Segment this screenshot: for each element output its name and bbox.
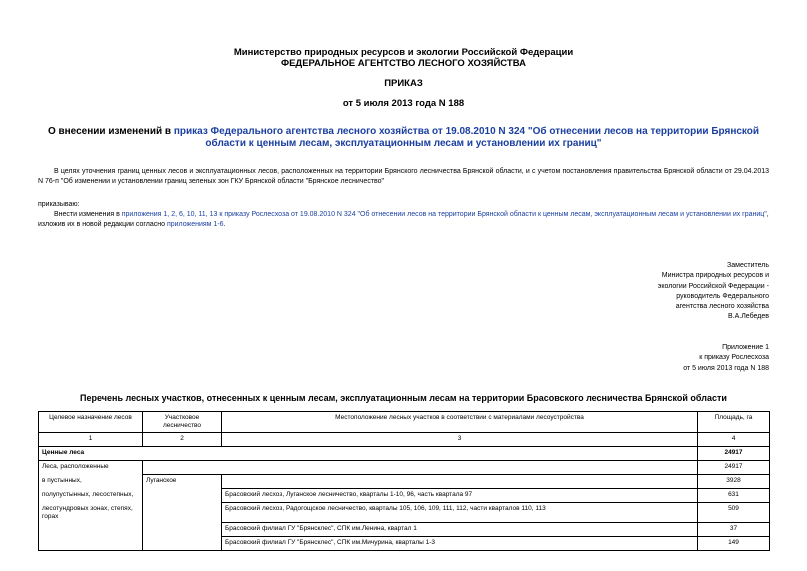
table-row	[39, 523, 770, 537]
column-number: 4	[698, 433, 770, 447]
purpose-cell: Леса, расположенные	[39, 461, 143, 475]
column-number: 2	[143, 433, 222, 447]
location-cell: Брасовский лесхоз, Луганское лесничество, кварталы 1-10, 96, часть квартала 97	[222, 489, 698, 503]
column-number-row	[39, 433, 770, 447]
table-row	[39, 475, 770, 489]
table-header-row	[39, 412, 770, 433]
agency-name: ФЕДЕРАЛЬНОЕ АГЕНТСТВО ЛЕСНОГО ХОЗЯЙСТВА	[280, 58, 526, 69]
signature-line: экологии Российской Федерации -	[657, 282, 769, 290]
empty-cell	[222, 475, 698, 489]
district-cell-cont	[143, 489, 222, 503]
area-cell: 37	[698, 523, 770, 537]
table-header-cell: Местоположение лесных участков в соответствии с материалами лесоустройства	[222, 412, 698, 433]
title-prefix: О внесении изменений в	[47, 126, 174, 137]
purpose-line: горах	[42, 512, 59, 520]
appendix-note	[589, 343, 769, 374]
table-row	[39, 537, 770, 551]
appendix-line: Приложение 1	[722, 344, 769, 351]
appendix-title: Перечень лесных участков, отнесенных к ценным лесам, эксплуатационным лесам на территории Брасовского лесничества Брянской области	[80, 393, 727, 403]
purpose-cell	[39, 503, 143, 523]
purpose-line: лесотундровых зонах, степях,	[42, 504, 133, 512]
column-number: 3	[222, 433, 698, 447]
appendices-link[interactable]: приложения 1, 2, 6, 10, 11, 13 к приказу Рослесхоза от 19.08.2010 N 324 "Об отнесении лесов на территории Брянской области к ценным лесам, эксплуатационным лесам и установлении их границ"	[121, 211, 767, 218]
doc-date: от 5 июля 2013 года N 188	[342, 98, 465, 109]
purpose-cell: полупустынных, лесостепных,	[39, 489, 143, 503]
signature-line: агентства лесного хозяйства	[675, 303, 769, 311]
section-label: Ценные леса	[39, 447, 698, 461]
district-cell-cont	[143, 537, 222, 551]
appendix-line: к приказу Рослесхоза	[699, 354, 769, 362]
appendices-1-6-link[interactable]: приложениям 1-6	[166, 221, 224, 228]
title-link[interactable]: приказ Федерального агентства лесного хозяйства от 19.08.2010 N 324 "Об отнесении лесов на территории Брянской области к ценным лесам, эксплуатационным лесам и установлении их границ"	[173, 126, 760, 149]
table-row	[39, 503, 770, 523]
order-item-text-2: , изложив их в новой редакции согласно	[38, 211, 769, 228]
purpose-cell: в пустынных,	[39, 475, 143, 489]
signature-block	[589, 261, 769, 323]
signature-line: Заместитель	[727, 262, 769, 269]
signature-line: Министра природных ресурсов и	[661, 272, 769, 280]
order-word: приказываю:	[38, 201, 80, 208]
purpose-cell-cont	[39, 523, 143, 537]
table-row	[39, 461, 770, 475]
order-item-text-1: Внести изменения в	[54, 211, 122, 218]
table-header-cell: Площадь, га	[698, 412, 770, 433]
preamble: В целях уточнения границ ценных лесов и эксплуатационных лесов, расположенных на территории Брянского лесничества Брянской области, и с учетом постановления правительства Брянской области от 29.04.2013 N 76-п "Об изменении и установлении границ зеленых зон ГКУ Брянской области "Брянское лесничество"	[38, 168, 769, 185]
order-item	[38, 210, 769, 230]
section-area: 24917	[698, 447, 770, 461]
district-cell: Луганское	[143, 475, 222, 489]
order-item-text-3: .	[223, 221, 226, 228]
district-cell-cont	[143, 523, 222, 537]
column-number: 1	[39, 433, 143, 447]
appendix-line: от 5 июля 2013 года N 188	[683, 364, 769, 372]
document-title	[40, 126, 767, 150]
ministry-name: Министерство природных ресурсов и экологии Российской Федерации	[233, 47, 574, 58]
district-cell-cont	[143, 503, 222, 523]
signature-line: руководитель Федерального	[676, 292, 769, 300]
area-cell: 509	[698, 503, 770, 523]
empty-cell	[143, 461, 698, 475]
forest-plots-table	[38, 411, 770, 551]
purpose-area: 24917	[698, 461, 770, 475]
district-area: 3928	[698, 475, 770, 489]
area-cell: 149	[698, 537, 770, 551]
doc-type: ПРИКАЗ	[384, 78, 423, 89]
purpose-cell-cont	[39, 537, 143, 551]
location-cell: Брасовский филиал ГУ "Брянсклес", СПК им.Ленина, квартал 1	[222, 523, 698, 537]
table-row	[39, 489, 770, 503]
area-cell: 631	[698, 489, 770, 503]
table-header-cell: Участковое лесничество	[143, 412, 222, 433]
signatory-name: В.А.Лебедев	[727, 313, 769, 321]
location-cell: Брасовский лесхоз, Радогощское лесничество, кварталы 105, 106, 109, 111, 112, части кварталов 110, 113	[222, 503, 698, 523]
location-cell: Брасовский филиал ГУ "Брянсклес", СПК им.Мичурина, кварталы 1-3	[222, 537, 698, 551]
section-row	[39, 447, 770, 461]
table-header-cell: Целевое назначение лесов	[39, 412, 143, 433]
